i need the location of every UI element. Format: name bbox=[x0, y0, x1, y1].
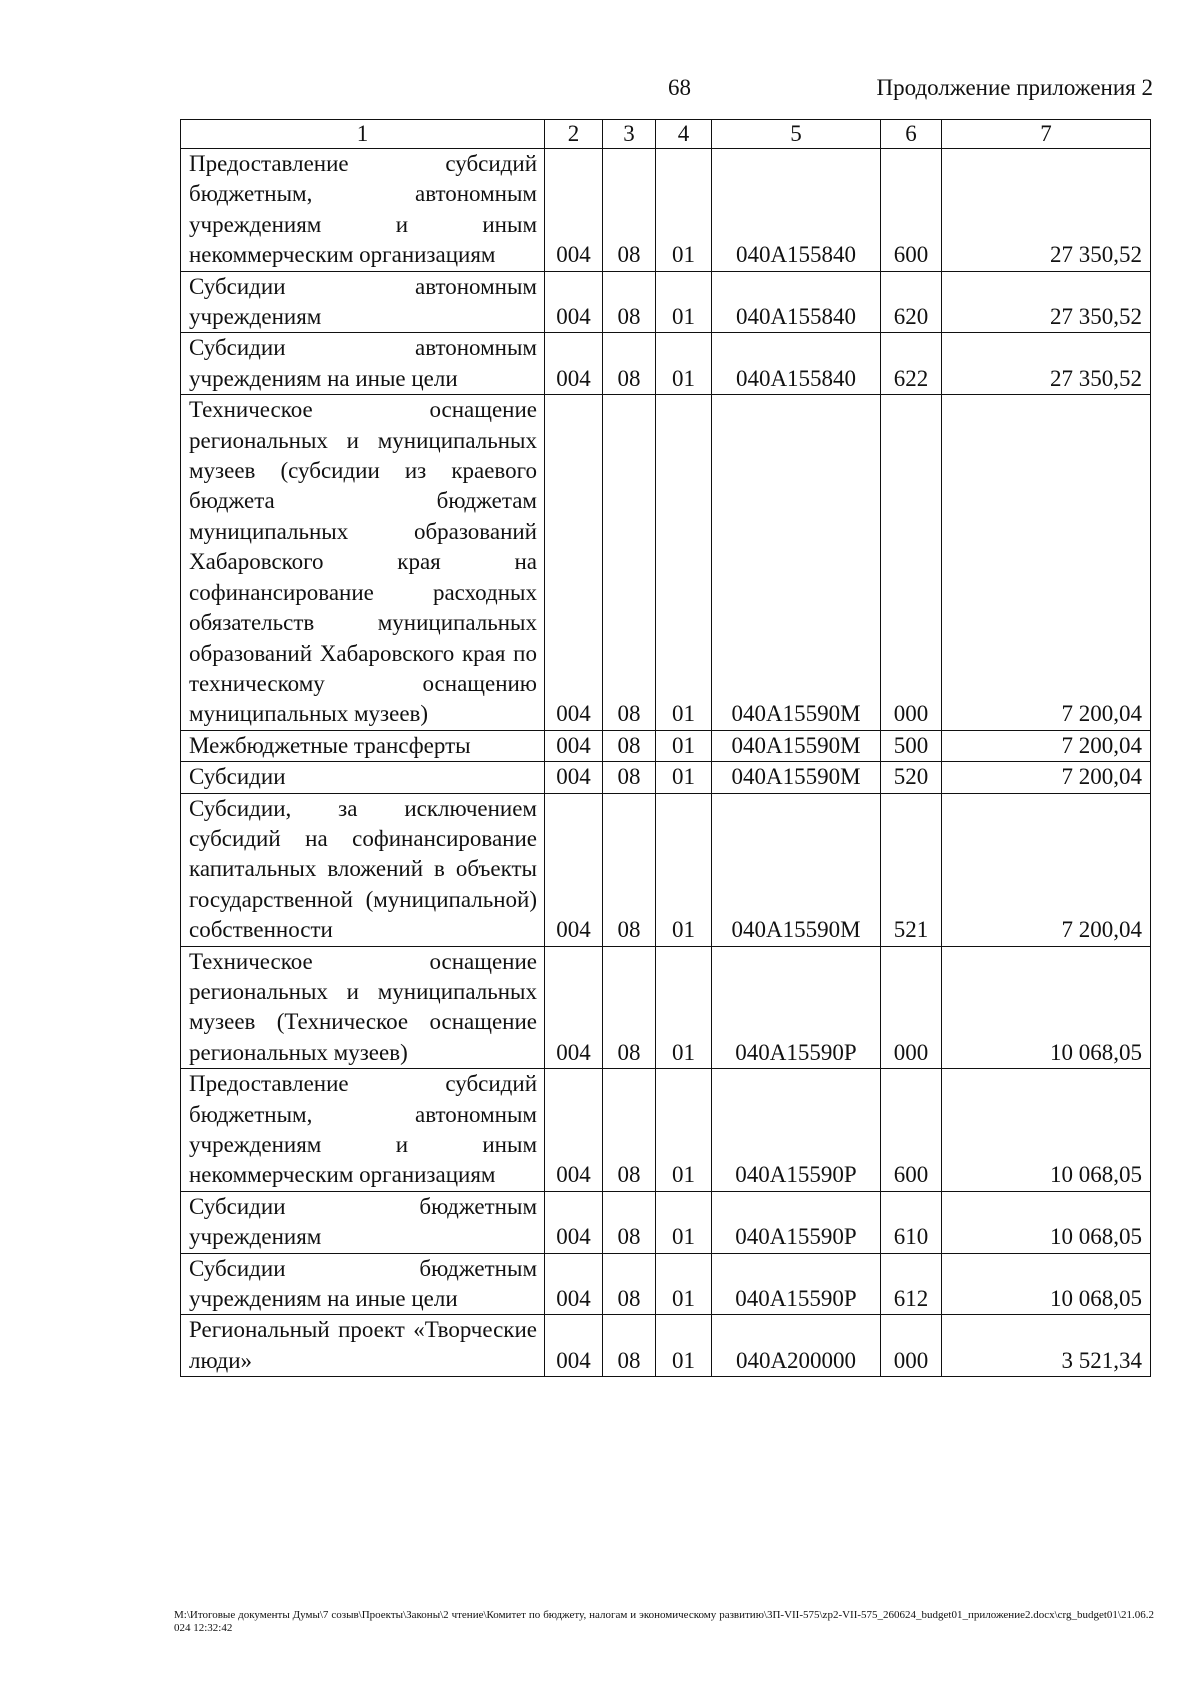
document-file-path-footer: M:\Итоговые документы Думы\7 созыв\Проекты\Законы\2 чтение\Комитет по бюджету, налогам и экономическому развитию\3П-VII-575\zp2-VII-575_260624_budget01_приложение2.docx\crg_budget01\21.06.2024 12:32:42 bbox=[174, 1609, 1154, 1634]
amount-cell: 27 350,52 bbox=[942, 271, 1151, 333]
amount-cell: 3 521,34 bbox=[942, 1315, 1151, 1377]
column-header: 3 bbox=[603, 120, 656, 149]
column-header: 4 bbox=[656, 120, 712, 149]
table-row bbox=[181, 762, 1151, 793]
column-header: 2 bbox=[545, 120, 603, 149]
table-row bbox=[181, 793, 1151, 946]
code-cell: 004 bbox=[545, 333, 603, 395]
target-article-cell: 040A15590P bbox=[712, 946, 881, 1069]
table-row bbox=[181, 730, 1151, 761]
target-article-cell: 040A15590P bbox=[712, 1253, 881, 1315]
code-cell: 004 bbox=[545, 1315, 603, 1377]
expense-type-cell: 000 bbox=[881, 946, 942, 1069]
table-row bbox=[181, 1069, 1151, 1192]
item-name-cell: Субсидии, за исключением субсидий на софинансирование капитальных вложений в объекты государственной (муниципальной) собственности bbox=[181, 793, 545, 946]
code-cell: 01 bbox=[656, 149, 712, 272]
code-cell: 08 bbox=[603, 730, 656, 761]
expense-type-cell: 000 bbox=[881, 395, 942, 730]
page-number: 68 bbox=[668, 75, 691, 100]
column-header: 5 bbox=[712, 120, 881, 149]
code-cell: 01 bbox=[656, 762, 712, 793]
code-cell: 004 bbox=[545, 149, 603, 272]
expense-type-cell: 600 bbox=[881, 149, 942, 272]
expense-type-cell: 622 bbox=[881, 333, 942, 395]
code-cell: 004 bbox=[545, 793, 603, 946]
table-row bbox=[181, 333, 1151, 395]
code-cell: 08 bbox=[603, 333, 656, 395]
code-cell: 08 bbox=[603, 395, 656, 730]
code-cell: 01 bbox=[656, 395, 712, 730]
code-cell: 08 bbox=[603, 946, 656, 1069]
table-header-row bbox=[181, 120, 1151, 149]
expense-type-cell: 600 bbox=[881, 1069, 942, 1192]
code-cell: 004 bbox=[545, 1253, 603, 1315]
code-cell: 08 bbox=[603, 149, 656, 272]
expense-type-cell: 520 bbox=[881, 762, 942, 793]
target-article-cell: 040A15590P bbox=[712, 1069, 881, 1192]
code-cell: 01 bbox=[656, 946, 712, 1069]
code-cell: 08 bbox=[603, 1191, 656, 1253]
target-article-cell: 040A155840 bbox=[712, 149, 881, 272]
code-cell: 004 bbox=[545, 395, 603, 730]
amount-cell: 27 350,52 bbox=[942, 149, 1151, 272]
target-article-cell: 040A15590M bbox=[712, 793, 881, 946]
amount-cell: 7 200,04 bbox=[942, 793, 1151, 946]
code-cell: 01 bbox=[656, 730, 712, 761]
code-cell: 004 bbox=[545, 762, 603, 793]
code-cell: 01 bbox=[656, 1069, 712, 1192]
expense-type-cell: 620 bbox=[881, 271, 942, 333]
code-cell: 08 bbox=[603, 1069, 656, 1192]
item-name-cell: Субсидии бюджетным учреждениям на иные цели bbox=[181, 1253, 545, 1315]
item-name-cell: Техническое оснащение региональных и муниципальных музеев (Техническое оснащение региональных музеев) bbox=[181, 946, 545, 1069]
code-cell: 08 bbox=[603, 271, 656, 333]
appendix-continuation-caption: Продолжение приложения 2 bbox=[876, 75, 1153, 100]
amount-cell: 27 350,52 bbox=[942, 333, 1151, 395]
table-row bbox=[181, 1315, 1151, 1377]
expense-type-cell: 500 bbox=[881, 730, 942, 761]
amount-cell: 7 200,04 bbox=[942, 395, 1151, 730]
amount-cell: 10 068,05 bbox=[942, 1191, 1151, 1253]
target-article-cell: 040A15590P bbox=[712, 1191, 881, 1253]
target-article-cell: 040A15590M bbox=[712, 762, 881, 793]
expense-type-cell: 612 bbox=[881, 1253, 942, 1315]
item-name-cell: Предоставление субсидий бюджетным, автономным учреждениям и иным некоммерческим организациям bbox=[181, 149, 545, 272]
code-cell: 004 bbox=[545, 1191, 603, 1253]
item-name-cell: Субсидии автономным учреждениям на иные цели bbox=[181, 333, 545, 395]
table-row bbox=[181, 946, 1151, 1069]
target-article-cell: 040A200000 bbox=[712, 1315, 881, 1377]
item-name-cell: Субсидии бюджетным учреждениям bbox=[181, 1191, 545, 1253]
code-cell: 004 bbox=[545, 1069, 603, 1192]
code-cell: 08 bbox=[603, 1315, 656, 1377]
table-row bbox=[181, 1191, 1151, 1253]
budget-table bbox=[180, 119, 1151, 1377]
target-article-cell: 040A155840 bbox=[712, 271, 881, 333]
expense-type-cell: 610 bbox=[881, 1191, 942, 1253]
column-header: 6 bbox=[881, 120, 942, 149]
code-cell: 01 bbox=[656, 271, 712, 333]
column-header: 7 bbox=[942, 120, 1151, 149]
amount-cell: 7 200,04 bbox=[942, 762, 1151, 793]
table-row bbox=[181, 395, 1151, 730]
target-article-cell: 040A15590M bbox=[712, 730, 881, 761]
target-article-cell: 040A155840 bbox=[712, 333, 881, 395]
column-header: 1 bbox=[181, 120, 545, 149]
amount-cell: 10 068,05 bbox=[942, 1069, 1151, 1192]
code-cell: 01 bbox=[656, 1253, 712, 1315]
code-cell: 01 bbox=[656, 1315, 712, 1377]
item-name-cell: Техническое оснащение региональных и муниципальных музеев (субсидии из краевого бюджета бюджетам муниципальных образований Хабаровского края на софинансирование расходных обязательств муниципальных образований Хабаровского края по техническому оснащению муниципальных музеев) bbox=[181, 395, 545, 730]
table-row bbox=[181, 149, 1151, 272]
table-body bbox=[181, 149, 1151, 1377]
table-row bbox=[181, 1253, 1151, 1315]
table-row bbox=[181, 271, 1151, 333]
expense-type-cell: 521 bbox=[881, 793, 942, 946]
code-cell: 01 bbox=[656, 1191, 712, 1253]
item-name-cell: Субсидии автономным учреждениям bbox=[181, 271, 545, 333]
amount-cell: 10 068,05 bbox=[942, 1253, 1151, 1315]
amount-cell: 7 200,04 bbox=[942, 730, 1151, 761]
code-cell: 004 bbox=[545, 946, 603, 1069]
amount-cell: 10 068,05 bbox=[942, 946, 1151, 1069]
item-name-cell: Региональный проект «Творческие люди» bbox=[181, 1315, 545, 1377]
code-cell: 08 bbox=[603, 762, 656, 793]
expense-type-cell: 000 bbox=[881, 1315, 942, 1377]
code-cell: 01 bbox=[656, 333, 712, 395]
code-cell: 004 bbox=[545, 271, 603, 333]
code-cell: 08 bbox=[603, 1253, 656, 1315]
code-cell: 01 bbox=[656, 793, 712, 946]
code-cell: 004 bbox=[545, 730, 603, 761]
item-name-cell: Предоставление субсидий бюджетным, автономным учреждениям и иным некоммерческим организациям bbox=[181, 1069, 545, 1192]
item-name-cell: Субсидии bbox=[181, 762, 545, 793]
target-article-cell: 040A15590M bbox=[712, 395, 881, 730]
item-name-cell: Межбюджетные трансферты bbox=[181, 730, 545, 761]
code-cell: 08 bbox=[603, 793, 656, 946]
